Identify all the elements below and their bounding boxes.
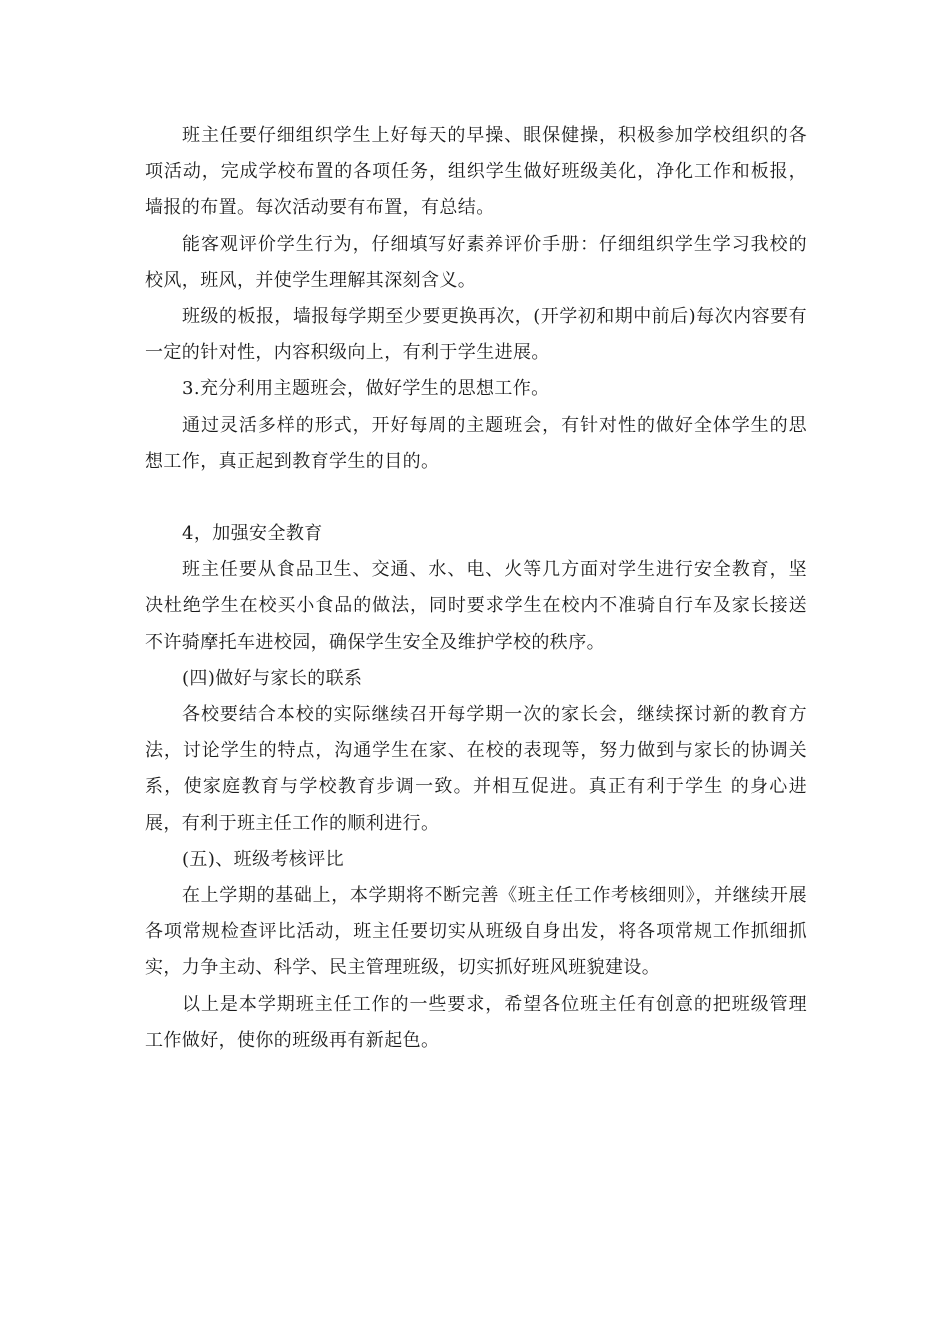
blank-line	[145, 480, 807, 516]
paragraph-parents: 各校要结合本校的实际继续召开每学期一次的家长会，继续探讨新的教育方法，讨论学生的特点，沟通学生在家、在校的表现等，努力做到与家长的协调关系，使家庭教育与学校教育步调一致。并相互促进。真正有利于学生 的身心进展，有利于班主任工作的顺利进行。	[145, 704, 807, 834]
paragraph-safety: 班主任要从食品卫生、交通、水、电、火等几方面对学生进行安全教育，坚决杜绝学生在校买小食品的做法，同时要求学生在校内不准骑自行车及家长接送不许骑摩托车进校园，确保学生安全及维护学校的秩序。	[145, 559, 807, 653]
paragraph-morning-exercise: 班主任要仔细组织学生上好每天的早操、眼保健操，积极参加学校组织的各项活动，完成学校布置的各项任务，组织学生做好班级美化，净化工作和板报，墙报的布置。每次活动要有布置，有总结。	[145, 125, 807, 219]
paragraph-evaluation: 能客观评价学生行为，仔细填写好素养评价手册：仔细组织学生学习我校的校风，班风，并使学生理解其深刻含义。	[145, 233, 807, 291]
paragraph-assessment: 在上学期的基础上，本学期将不断完善《班主任工作考核细则》，并继续开展各项常规检查评比活动，班主任要切实从班级自身出发，将各项常规工作抓细抓实，力争主动、科学、民主管理班级，切实抓好班风班貌建设。	[145, 885, 807, 979]
paragraph-conclusion: 以上是本学期班主任工作的一些要求，希望各位班主任有创意的把班级管理工作做好，使你的班级再有新起色。	[145, 993, 807, 1051]
paragraph-class-meeting: 通过灵活多样的形式，开好每周的主题班会，有针对性的做好全体学生的思想工作，真正起到教育学生的目的。	[145, 414, 807, 472]
document-body	[145, 118, 807, 1059]
paragraph-assessment-heading: (五)、班级考核评比	[182, 848, 345, 870]
paragraph-class-meeting-heading: 3.充分利用主题班会，做好学生的思想工作。	[182, 378, 550, 400]
paragraph-safety-heading: 4，加强安全教育	[182, 523, 323, 545]
paragraph-parents-heading: (四)做好与家长的联系	[182, 667, 363, 689]
paragraph-blackboard: 班级的板报，墙报每学期至少要更换再次，(开学初和期中前后)每次内容要有一定的针对性，内容积级向上，有利于学生进展。	[145, 306, 807, 364]
